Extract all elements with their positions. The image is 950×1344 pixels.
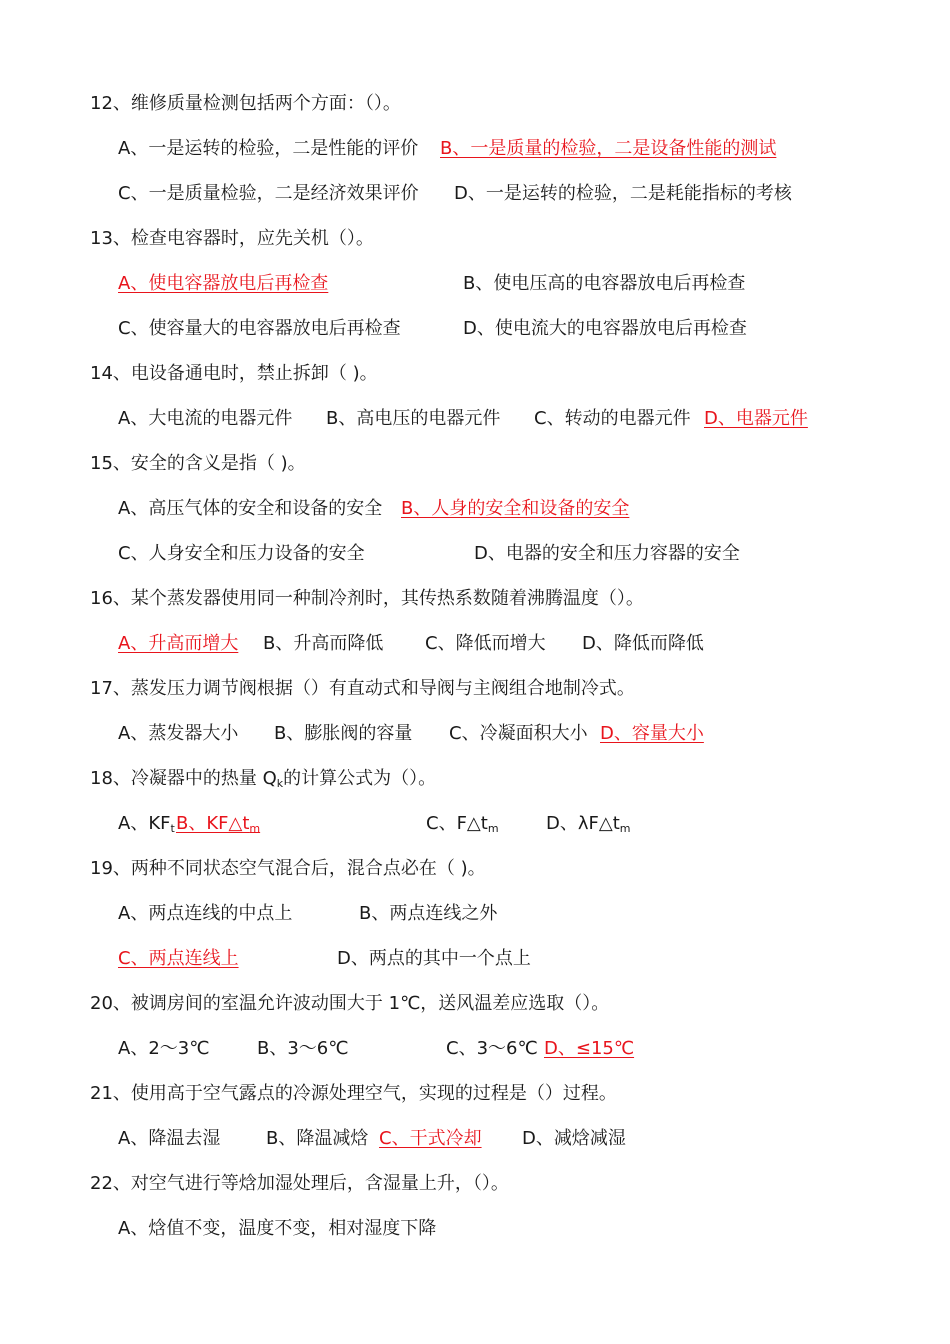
option-d: D、两点的其中一个点上	[337, 948, 531, 969]
option-a: A、两点连线的中点上	[118, 903, 293, 924]
option-d	[546, 812, 631, 836]
option-a: A、焓值不变，温度不变，相对湿度下降	[118, 1218, 437, 1239]
option-a: A、蒸发器大小	[118, 723, 239, 744]
options-line	[118, 1217, 436, 1241]
option-c-subscript: m	[487, 822, 499, 835]
option-c: C、使容量大的电容器放电后再检查	[118, 318, 401, 339]
option-d: D、一是运转的检验，二是耗能指标的考核	[454, 183, 792, 204]
question-17: 17、蒸发压力调节阀根据（）有直动式和导阀与主阀组合地制冷式。	[90, 678, 635, 699]
option-c: C、冷凝面积大小	[449, 723, 588, 744]
options-line	[118, 1037, 718, 1061]
option-b-subscript: m	[249, 822, 261, 835]
options-line	[118, 182, 838, 206]
option-b: B、升高而降低	[263, 633, 384, 654]
option-a-text: A、KF	[118, 813, 171, 834]
option-a: A、大电流的电器元件	[118, 408, 293, 429]
question-22: 22、对空气进行等焓加湿处理后，含湿量上升，（）。	[90, 1173, 509, 1194]
options-line	[118, 722, 738, 746]
option-a-subscript: t	[170, 822, 175, 835]
option-c: C、降低而增大	[425, 633, 546, 654]
option-a-answer: A、使电容器放电后再检查	[118, 273, 329, 294]
option-b: B、使电压高的电容器放电后再检查	[463, 273, 746, 294]
options-line	[118, 317, 818, 341]
option-b-answer: B、一是质量的检验，二是设备性能的测试	[440, 138, 777, 159]
option-a: A、2～3℃	[118, 1038, 210, 1059]
options-line	[118, 407, 838, 431]
option-c: C、一是质量检验，二是经济效果评价	[118, 183, 419, 204]
question-18-stem-end: 的计算公式为（）。	[283, 768, 437, 789]
options-line	[118, 947, 718, 971]
option-c-answer: C、两点连线上	[118, 948, 239, 969]
option-a-answer: A、升高而增大	[118, 633, 239, 654]
option-c	[426, 812, 499, 836]
option-d-subscript: m	[619, 822, 631, 835]
option-a: A、高压气体的安全和设备的安全	[118, 498, 383, 519]
question-14: 14、电设备通电时，禁止拆卸（ )。	[90, 363, 378, 384]
options-line	[118, 632, 738, 656]
option-c-text: C、F△t	[426, 813, 488, 834]
option-d-answer: D、≤15℃	[544, 1038, 635, 1059]
option-b: B、3～6℃	[257, 1038, 349, 1059]
options-line	[118, 902, 718, 926]
options-line	[118, 1127, 718, 1151]
option-d: D、减焓减湿	[522, 1128, 626, 1149]
options-line	[118, 497, 818, 521]
question-19: 19、两种不同状态空气混合后，混合点必在（ )。	[90, 858, 486, 879]
subscript-k: k	[276, 777, 284, 790]
option-c: C、3～6℃	[446, 1038, 538, 1059]
option-a: A、降温去湿	[118, 1128, 221, 1149]
option-d: D、使电流大的电容器放电后再检查	[463, 318, 747, 339]
option-b-answer	[176, 812, 260, 836]
question-16: 16、某个蒸发器使用同一种制冷剂时，其传热系数随着沸腾温度（）。	[90, 588, 644, 609]
option-d: D、降低而降低	[582, 633, 704, 654]
question-15: 15、安全的含义是指（ )。	[90, 453, 306, 474]
option-c-answer: C、干式冷却	[379, 1128, 482, 1149]
question-18-stem: 18、冷凝器中的热量 Q	[90, 768, 277, 789]
option-a	[118, 812, 175, 836]
option-b: B、两点连线之外	[359, 903, 498, 924]
option-d: D、电器的安全和压力容器的安全	[474, 543, 740, 564]
options-line	[118, 542, 818, 566]
question-21: 21、使用高于空气露点的冷源处理空气，实现的过程是（）过程。	[90, 1083, 617, 1104]
option-c: C、转动的电器元件	[534, 408, 691, 429]
options-line	[118, 812, 678, 836]
option-c: C、人身安全和压力设备的安全	[118, 543, 365, 564]
option-b-answer: B、人身的安全和设备的安全	[401, 498, 630, 519]
option-d-text: D、λF△t	[546, 813, 620, 834]
option-d-answer: D、电器元件	[704, 408, 808, 429]
options-line	[118, 272, 818, 296]
option-d-answer: D、容量大小	[600, 723, 704, 744]
option-b: B、膨胀阀的容量	[274, 723, 413, 744]
option-b: B、高电压的电器元件	[326, 408, 501, 429]
question-12: 12、维修质量检测包括两个方面：（）。	[90, 93, 401, 114]
question-13: 13、检查电容器时，应先关机（）。	[90, 228, 374, 249]
option-b-text: B、KF△t	[176, 813, 250, 834]
options-line	[118, 137, 838, 161]
question-18	[90, 767, 436, 791]
option-b: B、降温减焓	[266, 1128, 369, 1149]
question-20: 20、被调房间的室温允许波动围大于 1℃，送风温差应选取（）。	[90, 993, 610, 1014]
option-a: A、一是运转的检验，二是性能的评价	[118, 138, 419, 159]
